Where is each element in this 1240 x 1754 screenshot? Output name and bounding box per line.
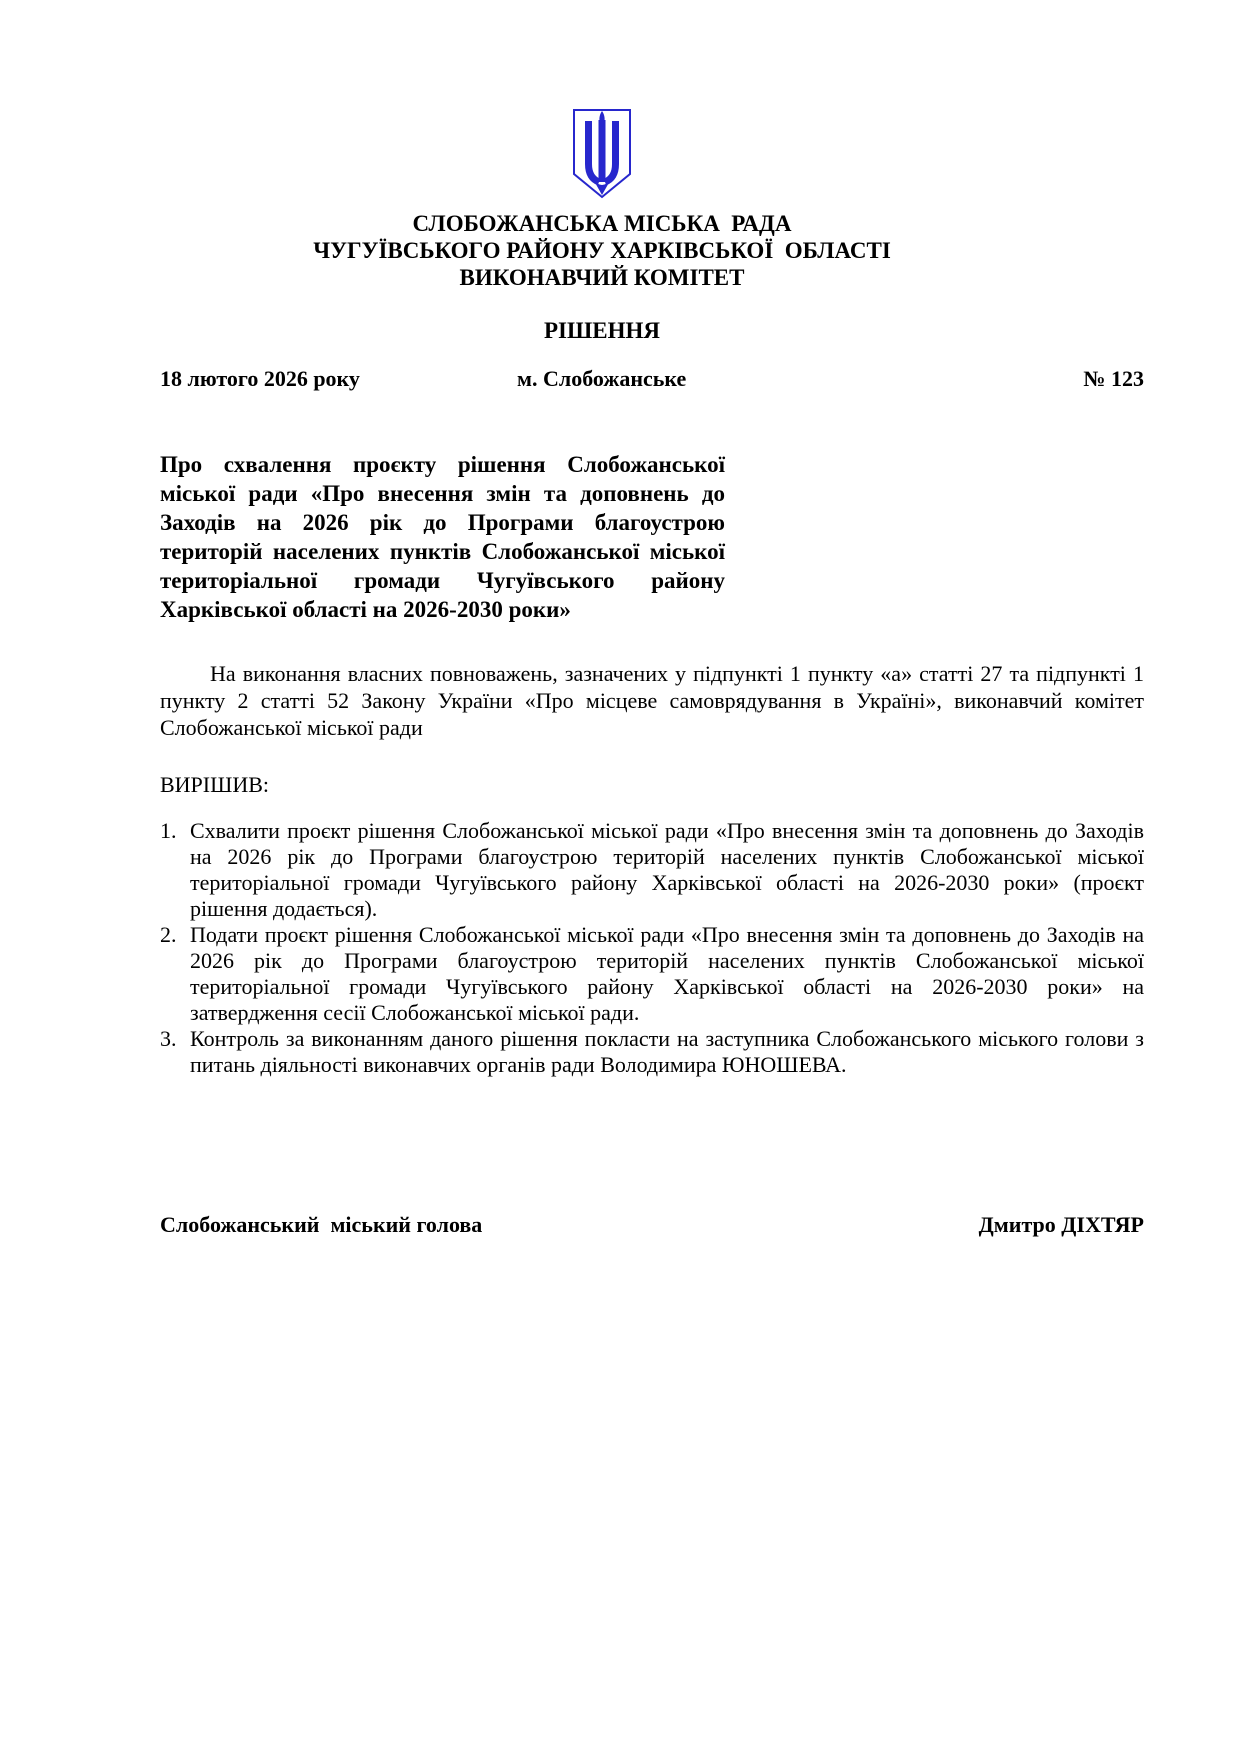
item-text: Схвалити проєкт рішення Слобожанської міської ради «Про внесення змін та доповнень до Заходів на 2026 рік до Програми благоустрою територій населених пунктів Слобожанської міської територіальної громади Чугуївського району Харківської області на 2026-2030 роки» (проєкт рішення додається). (190, 818, 1144, 921)
decision-item-1 (160, 818, 1144, 922)
decision-item-3 (160, 1026, 1144, 1078)
item-number: 2. (160, 922, 177, 947)
decision-items-list (160, 818, 1144, 1078)
signatory-name: Дмитро ДІХТЯР (978, 1212, 1144, 1237)
org-name-line2: ЧУГУЇВСЬКОГО РАЙОНУ ХАРКІВСЬКОЇ ОБЛАСТІ (313, 238, 891, 263)
item-text: Подати проєкт рішення Слобожанської міської ради «Про внесення змін та доповнень до Заходів на 2026 рік до Програми благоустрою територій населених пунктів Слобожанської міської територіальної громади Чугуївського району Харківської області на 2026-2030 роки» на затвердження сесії Слобожанської міської ради. (190, 922, 1144, 1025)
signatory-position: Слобожанський міський голова (160, 1212, 483, 1237)
document-place: м. Слобожанське (517, 366, 687, 391)
document-number: № 123 (1083, 366, 1144, 391)
document-date: 18 лютого 2026 року (160, 366, 360, 391)
resolved-heading: ВИРІШИВ: (160, 772, 269, 797)
org-name-line3: ВИКОНАВЧИЙ КОМІТЕТ (459, 265, 745, 290)
document-meta-row (160, 366, 1144, 392)
document-header (160, 108, 1044, 344)
item-number: 3. (160, 1026, 177, 1051)
ukraine-trident-icon (570, 108, 634, 200)
org-name-line1: СЛОБОЖАНСЬКА МІСЬКА РАДА (412, 211, 792, 236)
decision-item-2 (160, 922, 1144, 1026)
signature-row (160, 1212, 1144, 1238)
preamble-paragraph: На виконання власних повноважень, зазначених у підпункті 1 пункту «а» статті 27 та підпункті 1 пункту 2 статті 52 Закону України «Про місцеве самоврядування в Україні», виконавчий комітет Слобожанської міської ради (160, 661, 1144, 740)
item-number: 1. (160, 818, 177, 843)
document-subject: Про схвалення проєкту рішення Слобожанської міської ради «Про внесення змін та доповнень до Заходів на 2026 рік до Програми благоустрою територій населених пунктів Слобожанської міської територіальної громади Чугуївського району Харківської області на 2026-2030 роки» (160, 452, 725, 622)
item-text: Контроль за виконанням даного рішення покласти на заступника Слобожанського міського голови з питань діяльності виконавчих органів ради Володимира ЮНОШЕВА. (190, 1026, 1144, 1077)
document-type-title: РІШЕННЯ (544, 318, 660, 343)
